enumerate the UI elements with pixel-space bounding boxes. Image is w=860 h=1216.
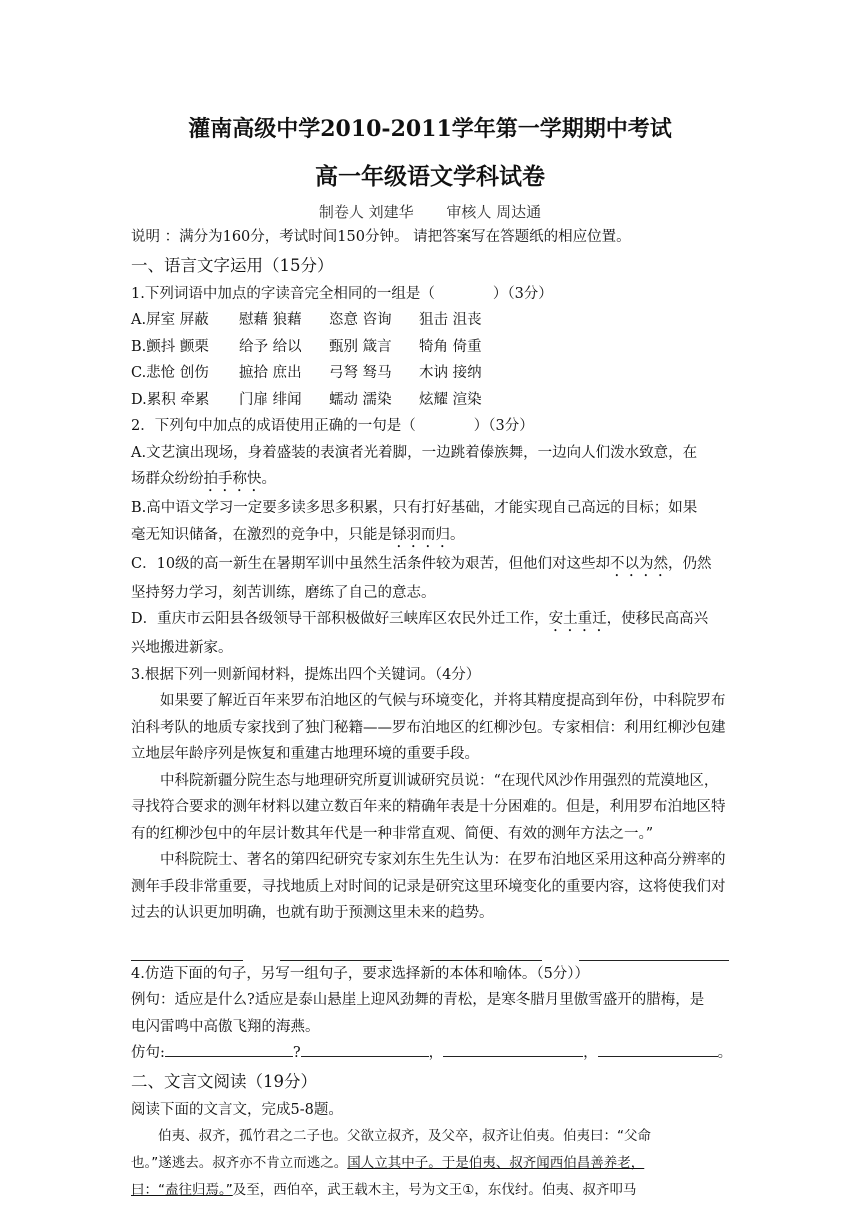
paper-title: 高一年级语文学科试卷	[315, 163, 545, 190]
section-2-intro: 阅读下面的文言文，完成5-8题。	[131, 1101, 343, 1118]
paper-credits	[0, 201, 860, 222]
dotted-idiom: 安土重迁	[548, 611, 607, 627]
option-word: 犄角 倚重	[419, 338, 482, 355]
dotted-idiom: 铩羽而归	[392, 526, 450, 543]
question-2-option-c-line-1: C．10级的高一新生在暑期军训中虽然生活条件较为艰苦，但他们对这些却不以为然，仍然	[131, 555, 712, 572]
news-paragraph-3: 中科院院士、著名的第四纪研究专家刘东生先生认为：在罗布泊地区采用这种高分辨率的测年手段非常重要，寻找地质上对时间的记录是研究这里环境变化的重要内容，这将使我们对过去的认识更加明确，也就有助于预测这里未来的趋势。	[131, 852, 726, 921]
question-2-option-c-line-2: 坚持努力学习，刻苦训练，磨练了自己的意志。	[131, 584, 436, 601]
imitation-blank-3[interactable]	[443, 1042, 583, 1057]
dotted-idiom: 拍手称快	[203, 471, 262, 487]
option-word: 门扉 绯闻	[239, 391, 302, 408]
keyword-answer-blanks	[131, 933, 729, 961]
question-2-option-b-line-2: 毫无知识储备，在激烈的竞争中，只能是铩羽而归。	[131, 526, 465, 543]
dotted-idiom: 不以为然	[610, 555, 669, 572]
option-word: 恣意 咨询	[329, 312, 392, 328]
question-2-option-d-line-2: 兴地搬进新家。	[131, 640, 233, 656]
classical-text-line-2: 也。”遂逃去。叔齐亦不肯立而逃之。国人立其中子。于是伯夷、叔齐闻西伯昌善养老，	[131, 1155, 645, 1171]
imitation-blank-2[interactable]	[301, 1042, 429, 1057]
underlined-sentence: 曰：“盍往归焉。”	[131, 1182, 233, 1198]
option-word: C.悲怆 创伤	[131, 365, 209, 381]
underlined-sentence: 国人立其中子。于是伯夷、叔齐闻西伯昌善养老，	[347, 1155, 645, 1171]
question-1-option-c	[131, 360, 729, 387]
fill-label: 仿句:	[131, 1045, 165, 1061]
imitation-blank-1[interactable]	[165, 1042, 293, 1057]
question-2-stem: 2．下列句中加点的成语使用正确的一句是（ ）（3分）	[131, 418, 534, 434]
keyword-blank-4[interactable]	[579, 960, 729, 961]
section-1-heading: 一、语言文字运用（15分）	[131, 255, 334, 275]
exam-body	[131, 224, 733, 1204]
option-word: 慰藉 狼藉	[239, 312, 302, 328]
option-word: 弓弩 驽马	[329, 365, 392, 381]
option-word: 给予 给以	[239, 338, 302, 355]
instructions: 说明 ：满分为160分，考试时间150分钟。 请把答案写在答题纸的相应位置。	[131, 229, 631, 245]
question-1-option-a	[131, 307, 729, 334]
section-2-heading: 二、文言文阅读（19分）	[131, 1071, 317, 1091]
maker-credit: 制卷人 刘建华	[318, 203, 414, 221]
news-paragraph-1: 如果要了解近百年来罗布泊地区的气候与环境变化，并将其精度提高到年份，中科院罗布泊科考队的地质专家找到了独门秘籍——罗布泊地区的红柳沙包。专家相信：利用红柳沙包建立地层年龄序列是恢复和重建古地理环境的重要手段。	[131, 693, 726, 762]
question-2-option-b-line-1: B.高中语文学习一定要多读多思多积累，只有打好基础，才能实现自己高远的目标；如果	[131, 500, 698, 516]
option-word: 甄别 箴言	[329, 338, 392, 355]
question-1-option-b	[131, 334, 729, 361]
reviewer-credit: 审核人 周达通	[446, 203, 542, 221]
classical-text-line-3: 曰：“盍往归焉。”及至，西伯卒，武王载木主，号为文王①，东伐纣。伯夷、叔齐叩马	[131, 1182, 637, 1198]
option-word: 蠕动 濡染	[329, 391, 392, 408]
option-word: 木讷 接纳	[419, 365, 482, 381]
option-word: 炫耀 渲染	[419, 391, 482, 408]
question-4-example-line-1: 例句：适应是什么?适应是泰山悬崖上迎风劲舞的青松，是寒冬腊月里傲雪盛开的腊梅，是	[131, 992, 705, 1008]
question-4-stem: 4.仿造下面的句子，另写一组句子，要求选择新的本体和喻体。（5分））	[131, 965, 590, 982]
option-word: D.累积 牵累	[131, 391, 210, 408]
question-2-option-d-line-1: D．重庆市云阳县各级领导干部积极做好三峡库区农民外迁工作，安土重迁，使移民高高兴	[131, 611, 709, 627]
question-1-option-d	[131, 387, 729, 414]
option-word: 摭拾 庶出	[239, 365, 302, 381]
question-4-example-line-2: 电闪雷鸣中高傲飞翔的海燕。	[131, 1018, 320, 1035]
option-word: 狙击 沮丧	[419, 312, 482, 328]
classical-text-line-1: 伯夷、叔齐，孤竹君之二子也。父欲立叔齐，及父卒，叔齐让伯夷。伯夷曰：“父命	[158, 1128, 651, 1144]
question-4-fill-line: 仿句: ? ， ， 。	[131, 1040, 729, 1067]
news-paragraph-2: 中科院新疆分院生态与地理研究所夏训诚研究员说：“在现代风沙作用强烈的荒漠地区，寻找符合要求的测年材料以建立数百年来的精确年表是十分困难的。但是，利用罗布泊地区特有的红柳沙包中的年层计数其年代是一种非常直观、简便、有效的测年方法之一。”	[131, 772, 726, 842]
question-2-option-a-line-2: 场群众纷纷拍手称快。	[131, 471, 276, 487]
imitation-blank-4[interactable]	[598, 1042, 718, 1057]
question-3-stem: 3.根据下列一则新闻材料，提炼出四个关键词。（4分）	[131, 666, 481, 683]
option-word: B.颤抖 颤栗	[131, 338, 209, 355]
question-1-stem: 1.下列词语中加点的字读音完全相同的一组是（ ）（3分）	[131, 285, 553, 302]
question-2-option-a-line-1: A.文艺演出现场，身着盛装的表演者光着脚，一边跳着傣族舞，一边向人们泼水致意，在	[131, 444, 698, 461]
school-exam-title: 灌南高级中学2010-2011学年第一学期期中考试	[188, 116, 672, 142]
option-word: A.屏室 屏蔽	[131, 312, 209, 328]
